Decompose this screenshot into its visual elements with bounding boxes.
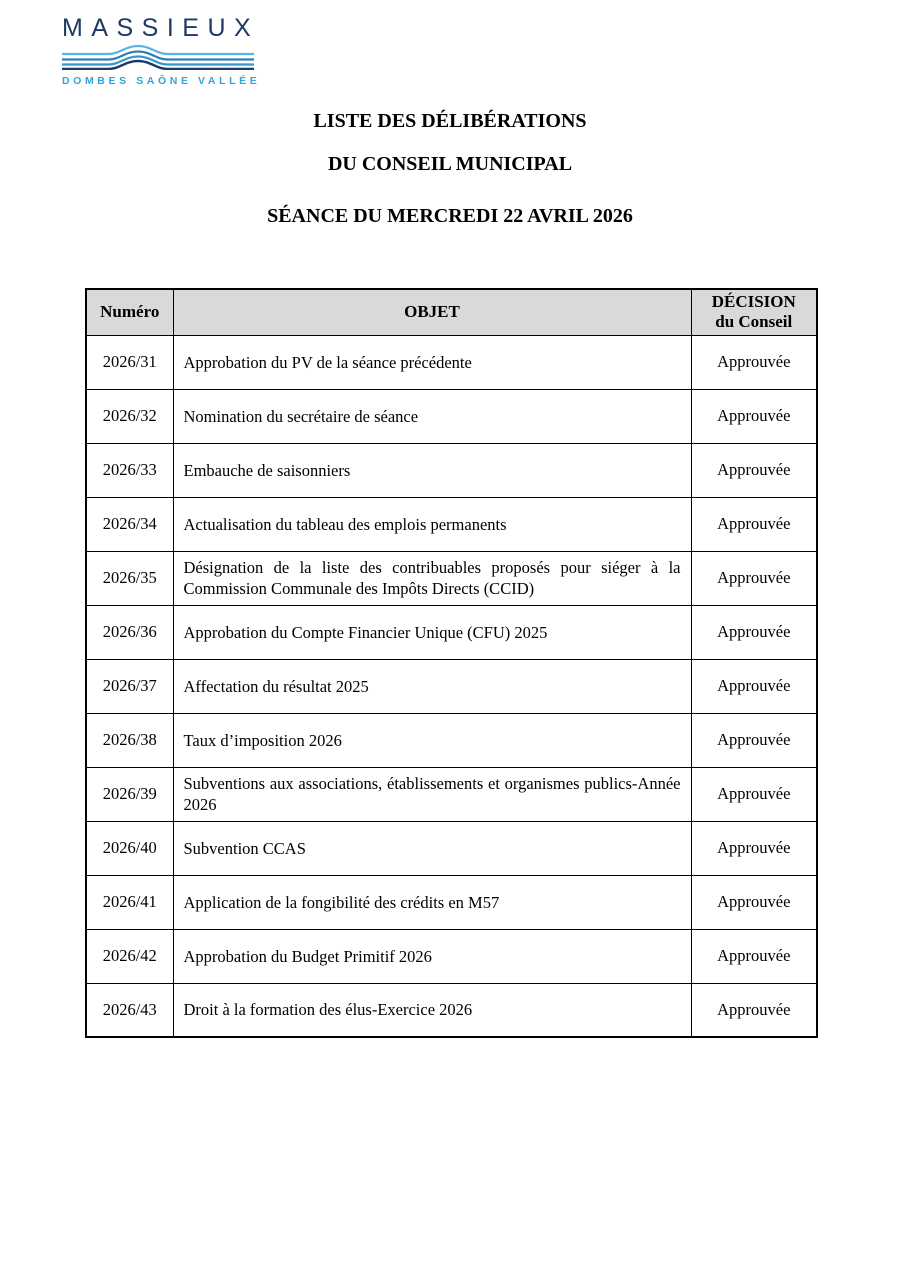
table-row bbox=[86, 767, 817, 821]
decision-cell: Approuvée bbox=[691, 929, 817, 983]
table-row bbox=[86, 713, 817, 767]
objet-cell: Nomination du secrétaire de séance bbox=[173, 389, 691, 443]
numero-cell: 2026/35 bbox=[86, 551, 173, 605]
objet-cell: Actualisation du tableau des emplois permanents bbox=[173, 497, 691, 551]
numero-cell: 2026/32 bbox=[86, 389, 173, 443]
objet-cell: Application de la fongibilité des crédits en M57 bbox=[173, 875, 691, 929]
numero-cell: 2026/42 bbox=[86, 929, 173, 983]
numero-cell: 2026/43 bbox=[86, 983, 173, 1037]
objet-cell: Subvention CCAS bbox=[173, 821, 691, 875]
objet-cell: Subventions aux associations, établissements et organismes publics-Année 2026 bbox=[173, 767, 691, 821]
table-row bbox=[86, 659, 817, 713]
objet-cell: Taux d’imposition 2026 bbox=[173, 713, 691, 767]
numero-cell: 2026/41 bbox=[86, 875, 173, 929]
numero-cell: 2026/36 bbox=[86, 605, 173, 659]
table-row bbox=[86, 335, 817, 389]
logo-commune-name: MASSIEUX bbox=[62, 14, 260, 42]
decision-cell: Approuvée bbox=[691, 497, 817, 551]
decision-cell: Approuvée bbox=[691, 983, 817, 1037]
logo-tagline: DOMBES SAÔNE VALLÉE bbox=[62, 75, 261, 87]
objet-cell: Droit à la formation des élus-Exercice 2026 bbox=[173, 983, 691, 1037]
decision-cell: Approuvée bbox=[691, 551, 817, 605]
numero-cell: 2026/39 bbox=[86, 767, 173, 821]
decision-cell: Approuvée bbox=[691, 767, 817, 821]
table-row bbox=[86, 389, 817, 443]
objet-cell: Approbation du Budget Primitif 2026 bbox=[173, 929, 691, 983]
decision-cell: Approuvée bbox=[691, 443, 817, 497]
objet-cell: Approbation du Compte Financier Unique (CFU) 2025 bbox=[173, 605, 691, 659]
table-row bbox=[86, 443, 817, 497]
decision-cell: Approuvée bbox=[691, 821, 817, 875]
numero-cell: 2026/34 bbox=[86, 497, 173, 551]
logo-waves-icon bbox=[62, 44, 254, 70]
table-row bbox=[86, 929, 817, 983]
table-row bbox=[86, 983, 817, 1037]
numero-cell: 2026/33 bbox=[86, 443, 173, 497]
table-row bbox=[86, 605, 817, 659]
decision-cell: Approuvée bbox=[691, 605, 817, 659]
table-row bbox=[86, 497, 817, 551]
numero-cell: 2026/31 bbox=[86, 335, 173, 389]
document-title-line1: LISTE DES DÉLIBÉRATIONS bbox=[313, 110, 587, 132]
numero-cell: 2026/40 bbox=[86, 821, 173, 875]
column-header-decision-line2: du Conseil bbox=[715, 312, 793, 332]
objet-cell: Embauche de saisonniers bbox=[173, 443, 691, 497]
decision-cell: Approuvée bbox=[691, 335, 817, 389]
table-row bbox=[86, 551, 817, 605]
objet-cell: Désignation de la liste des contribuables proposés pour siéger à la Commission Communale des Impôts Directs (CCID) bbox=[173, 551, 691, 605]
document-title-line2: DU CONSEIL MUNICIPAL bbox=[327, 153, 573, 175]
column-header-numero: Numéro bbox=[86, 289, 173, 335]
decision-cell: Approuvée bbox=[691, 713, 817, 767]
objet-cell: Affectation du résultat 2025 bbox=[173, 659, 691, 713]
table-header-row bbox=[86, 289, 817, 335]
column-header-decision-line1: DÉCISION bbox=[711, 292, 796, 311]
deliberations-table bbox=[85, 288, 818, 1038]
session-date-title: SÉANCE DU MERCREDI 22 AVRIL 2026 bbox=[267, 205, 633, 227]
column-header-decision bbox=[691, 289, 817, 335]
decision-cell: Approuvée bbox=[691, 389, 817, 443]
decision-cell: Approuvée bbox=[691, 875, 817, 929]
decision-cell: Approuvée bbox=[691, 659, 817, 713]
table-row bbox=[86, 875, 817, 929]
numero-cell: 2026/37 bbox=[86, 659, 173, 713]
column-header-objet: OBJET bbox=[173, 289, 691, 335]
numero-cell: 2026/38 bbox=[86, 713, 173, 767]
objet-cell: Approbation du PV de la séance précédente bbox=[173, 335, 691, 389]
table-row bbox=[86, 821, 817, 875]
commune-logo bbox=[62, 16, 262, 87]
